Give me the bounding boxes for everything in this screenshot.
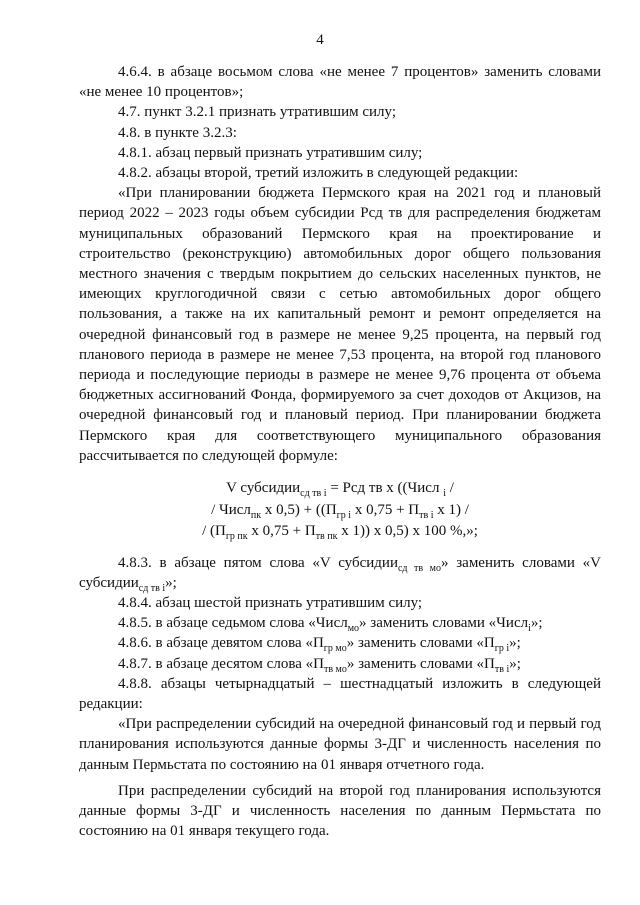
formula-line-3: / ($П_{гр пк}$ х $0,75 + П_{тв пк}$ х 1)) х 0,5) х 100 %,»; bbox=[202, 523, 478, 543]
paragraph-4-8-7: 4.8.7. в абзаце десятом слова «$П_{тв мо}$» заменить словами «$П_{тв i}$»; bbox=[118, 655, 521, 675]
paragraph-4-8: 4.8. в пункте 3.2.3: bbox=[118, 124, 237, 141]
paragraph-4-8-4: 4.8.4. абзац шестой признать утратившим силу; bbox=[118, 594, 423, 611]
paragraph-4-8-6: 4.8.6. в абзаце девятом слова «$П_{гр мо}$» заменить словами «$П_{гр i}$»; bbox=[118, 635, 521, 655]
paragraph-4-6-4: 4.6.4. в абзаце восьмом слова «не менее 7 процентов» заменить словами «не менее 10 процентов»; bbox=[79, 64, 601, 101]
document-body bbox=[79, 62, 601, 841]
paragraph-4-8-1: 4.8.1. абзац первый признать утратившим силу; bbox=[118, 144, 423, 161]
quoted-paragraph-subsidy-planning: «При планировании бюджета Пермского края на 2021 год и плановый период 2022 – 2023 годы объем субсидии Рсд тв для распределения бюджетам муниципальных образований Пермского края на проектирование и строительство (реконструкцию) автомобильных дорог общего пользования местного значения с твердым покрытием до сельских населенных пунктов, не имеющих круглогодичной связи с сетью автомобильных дорог общего пользования, а также на их капитальный ремонт и ремонт определяется на очередной финансовый год в размере не менее 9,25 процента, на первый год планового периода в размере не менее 7,53 процента, на второй год планового периода и последующие периоды в размере не менее 9,76 процента от объема бюджетных ассигнований Фонда, формируемого за счет доходов от Акцизов, на очередной финансовый год и плановый период. При планировании бюджета Пермского края для соответствующего муниципального образования рассчитывается по следующей формуле: bbox=[79, 185, 601, 464]
paragraph-4-8-3: 4.8.3. в абзаце пятом слова «V субсидии$_{сд тв мо}$» заменить словами «V субсидии$_{сд тв i}$»; bbox=[79, 554, 601, 594]
formula-line-2: / Числ$_{пк}$ х $0,5) + ((П_{гр i}$ х $0,75 + П_{тв i}$ х 1) / bbox=[211, 501, 469, 521]
quoted-paragraph-distribution-second-year: При распределении субсидий на второй год планирования используются данные формы 3-ДГ и численность населения по данным Пермьстата по состоянию на 01 января текущего года. bbox=[79, 782, 601, 840]
quoted-paragraph-distribution-first-year: «При распределении субсидий на очередной финансовый год и первый год планирования используются данные формы 3-ДГ и численность населения по данным Пермьстата по состоянию на 01 января отчетного года. bbox=[79, 716, 601, 773]
subsidy-formula bbox=[79, 478, 601, 543]
paragraph-4-8-5: 4.8.5. в абзаце седьмом слова «Числ$_{мо}$» заменить словами «Числ$_i$»; bbox=[118, 615, 543, 635]
paragraph-4-7: 4.7. пункт 3.2.1 признать утратившим силу; bbox=[118, 104, 397, 121]
paragraph-4-8-8: 4.8.8. абзацы четырнадцатый – шестнадцатый изложить в следующей редакции: bbox=[79, 675, 601, 712]
page-number: 4 bbox=[316, 32, 324, 48]
paragraph-4-8-2: 4.8.2. абзацы второй, третий изложить в следующей редакции: bbox=[118, 165, 519, 182]
formula-line-1: V субсидии$_{сд тв i}$ = Рсд тв х ((Числ $_i$ / bbox=[226, 480, 454, 500]
